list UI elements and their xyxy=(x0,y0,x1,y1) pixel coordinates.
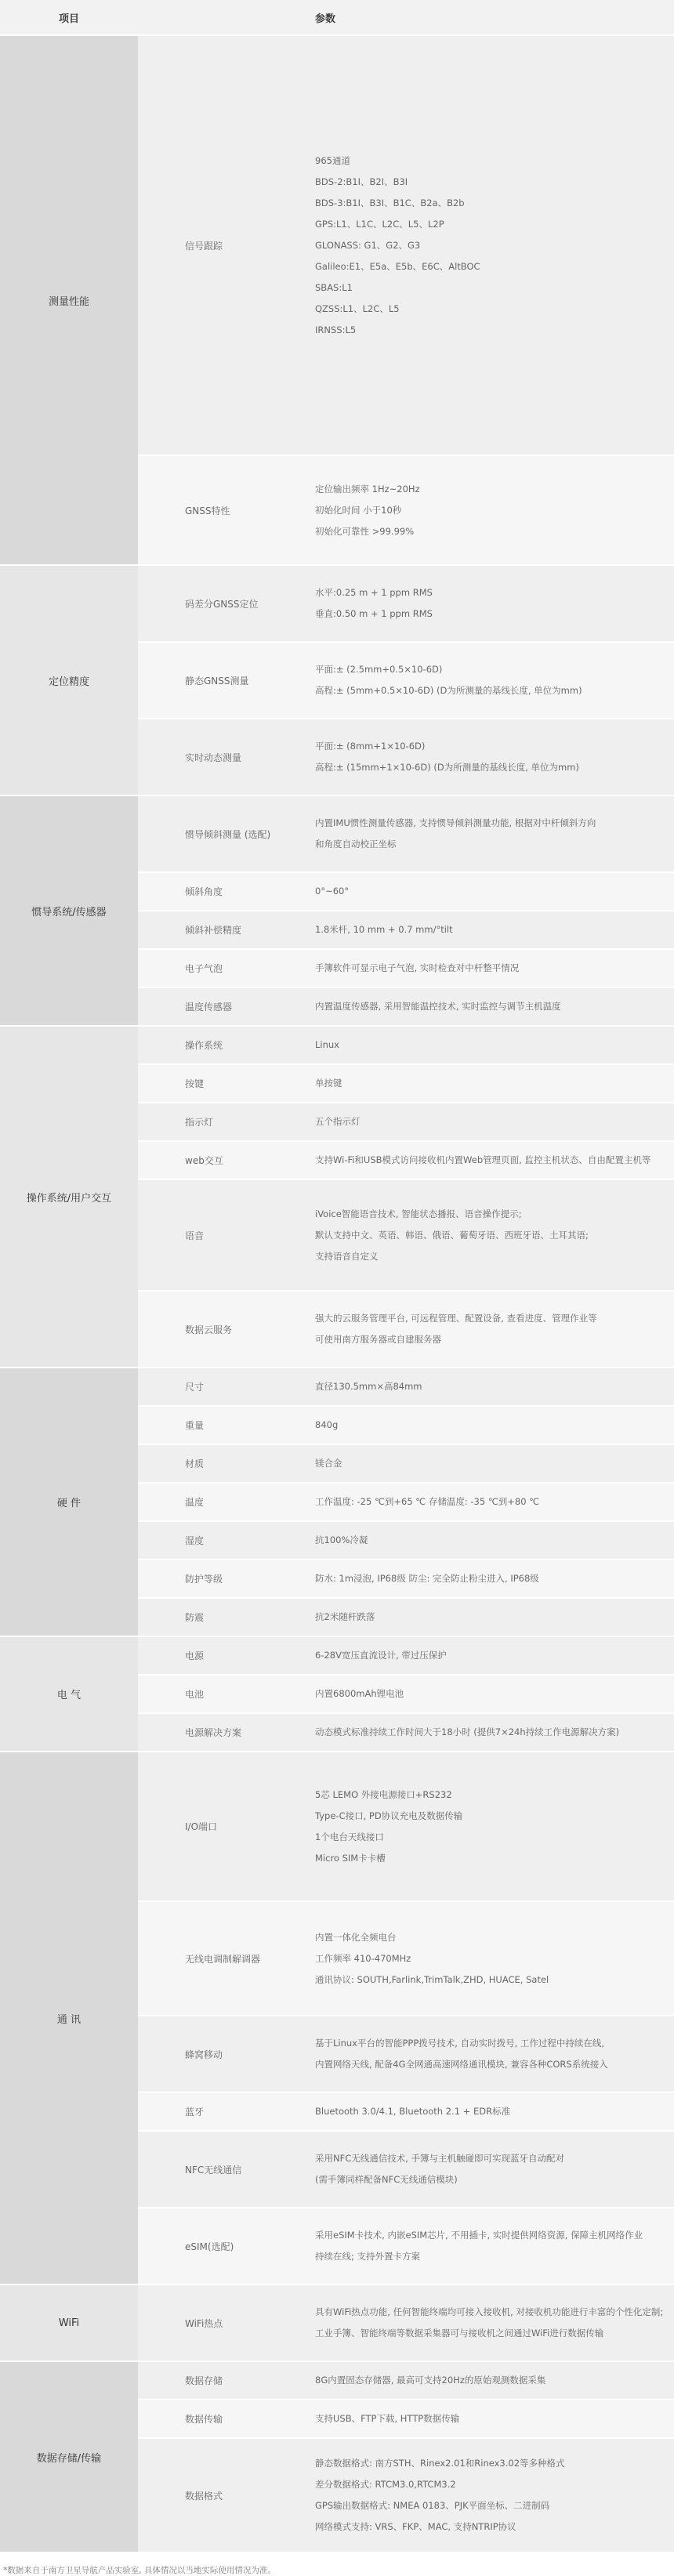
value-line: 网络模式支持: VRS、FKP、MAC, 支持NTRIP协议 xyxy=(315,2521,516,2532)
value-line: 内置IMU惯性测量传感器, 支持惯导倾斜测量功能, 根据对中杆倾斜方向 xyxy=(315,817,596,828)
value-line: 初始化可靠性 >99.99% xyxy=(315,525,415,537)
item-cell: 惯导倾斜测量 (选配) xyxy=(138,795,315,872)
item-cell: 防震 xyxy=(138,1598,315,1636)
value-line: 1.8米杆, 10 mm + 0.7 mm/°tilt xyxy=(315,924,453,935)
value-line: 默认支持中文、英语、韩语、俄语、葡萄牙语、西班牙语、土耳其语; xyxy=(315,1229,589,1241)
value-line: 水平:0.25 m + 1 ppm RMS xyxy=(315,587,433,598)
value-line: 基于Linux平台的智能PPP拨号技术, 自动实时拨号, 工作过程中持续在线, xyxy=(315,2038,605,2049)
item-cell: 数据传输 xyxy=(138,2400,315,2438)
value-line: 动态模式标准持续工作时间大于18小时 (提供7×24h持续工作电源解决方案) xyxy=(315,1726,620,1737)
value-cell xyxy=(315,1291,674,1368)
value-line: 强大的云服务管理平台, 可远程管理、配置设备, 查看进度、管理作业等 xyxy=(315,1313,597,1324)
value-cell xyxy=(315,2131,674,2208)
value-cell xyxy=(315,2438,674,2552)
value-cell xyxy=(315,2361,674,2400)
value-line: 内置6800mAh锂电池 xyxy=(315,1688,404,1699)
item-cell: 电源解决方案 xyxy=(138,1713,315,1752)
value-cell xyxy=(315,1521,674,1560)
value-cell xyxy=(315,911,674,949)
item-cell: 湿度 xyxy=(138,1521,315,1560)
value-line: 支持语音自定义 xyxy=(315,1250,379,1262)
item-cell: 语音 xyxy=(138,1179,315,1291)
value-cell xyxy=(315,1368,674,1406)
value-line: 8G内置固态存储器, 最高可支持20Hz的原始观测数据采集 xyxy=(315,2375,546,2386)
item-cell: 电源 xyxy=(138,1636,315,1675)
value-cell xyxy=(315,2016,674,2092)
value-line: Galileo:E1、E5a、E5b、E6C、AltBOC xyxy=(315,260,480,272)
table-row xyxy=(0,1636,674,1675)
value-line: 抗2米随杆跌落 xyxy=(315,1611,375,1622)
value-line: 内置网络天线, 配备4G全网通高速网络通讯模块, 兼容各种CORS系统接入 xyxy=(315,2059,608,2070)
item-cell: 倾斜角度 xyxy=(138,872,315,911)
spec-body xyxy=(0,35,674,2552)
item-cell: 防护等级 xyxy=(138,1560,315,1598)
item-cell: 蓝牙 xyxy=(138,2092,315,2131)
value-cell xyxy=(315,1560,674,1598)
value-line: BDS-3:B1I、B3I、B1C、B2a、B2b xyxy=(315,197,465,208)
item-cell: I/O端口 xyxy=(138,1752,315,1901)
value-cell xyxy=(315,2400,674,2438)
value-line: Linux xyxy=(315,1039,339,1050)
value-line: Micro SIM卡卡槽 xyxy=(315,1852,386,1864)
value-cell xyxy=(315,2284,674,2361)
table-row xyxy=(0,2361,674,2400)
value-line: 高程:± (15mm+1×10-6D) (D为所测量的基线长度, 单位为mm) xyxy=(315,762,579,773)
value-cell xyxy=(315,1483,674,1521)
value-line: 和角度自动校正坐标 xyxy=(315,839,397,850)
value-line: 工作温度: -25 ℃到+65 ℃ 存储温度: -35 ℃到+80 ℃ xyxy=(315,1496,540,1507)
value-cell xyxy=(315,1675,674,1713)
value-cell xyxy=(315,565,674,642)
category-cell: 电 气 xyxy=(0,1636,138,1752)
value-cell xyxy=(315,1636,674,1675)
item-cell: GNSS特性 xyxy=(138,455,315,565)
value-cell xyxy=(315,1713,674,1752)
category-cell: 数据存储/传输 xyxy=(0,2361,138,2552)
item-cell: NFC无线通信 xyxy=(138,2131,315,2208)
item-cell: WiFi热点 xyxy=(138,2284,315,2361)
table-row xyxy=(0,2284,674,2361)
item-cell: web交互 xyxy=(138,1141,315,1179)
item-cell: 按键 xyxy=(138,1064,315,1103)
value-cell xyxy=(315,1103,674,1141)
value-line: 可使用南方服务器或自建服务器 xyxy=(315,1334,441,1345)
value-line: 通讯协议: SOUTH,Farlink,TrimTalk,ZHD, HUACE, Satel xyxy=(315,1973,549,1985)
value-line: 支持Wi-Fi和USB模式访问接收机内置Web管理页面, 监控主机状态、自由配置主机等 xyxy=(315,1154,651,1165)
value-cell xyxy=(315,795,674,872)
value-cell xyxy=(315,719,674,795)
value-line: IRNSS:L5 xyxy=(315,324,357,335)
value-line: 工作频率 410-470MHz xyxy=(315,1952,411,1964)
value-line: iVoice智能语音技术, 智能状态播报、语音操作提示; xyxy=(315,1208,522,1219)
value-cell xyxy=(315,2208,674,2284)
item-cell: 数据云服务 xyxy=(138,1291,315,1368)
table-row xyxy=(0,565,674,642)
value-line: 0°~60° xyxy=(315,886,350,897)
value-line: 高程:± (5mm+0.5×10-6D) (D为所测量的基线长度, 单位为mm) xyxy=(315,685,582,696)
value-line: 具有WiFi热点功能, 任何智能终端均可接入接收机, 对接收机功能进行丰富的个性化定制; xyxy=(315,2306,664,2317)
table-row xyxy=(0,795,674,872)
value-line: 840g xyxy=(315,1419,339,1430)
value-cell xyxy=(315,987,674,1026)
category-cell: 通 讯 xyxy=(0,1752,138,2284)
value-line: 持续在线; 支持外置卡方案 xyxy=(315,2251,421,2262)
category-cell: 硬 件 xyxy=(0,1368,138,1636)
category-cell: 惯导系统/传感器 xyxy=(0,795,138,1026)
table-row xyxy=(0,1752,674,1901)
value-line: 5芯 LEMO 外接电源接口+RS232 xyxy=(315,1788,452,1800)
item-cell: 温度传感器 xyxy=(138,987,315,1026)
value-line: 采用NFC无线通信技术, 手簿与主机触碰即可实现蓝牙自动配对 xyxy=(315,2153,565,2164)
value-cell xyxy=(315,1901,674,2016)
value-line: 镁合金 xyxy=(315,1458,342,1469)
value-line: 定位输出频率 1Hz~20Hz xyxy=(315,483,420,495)
value-line: 直径130.5mm×高84mm xyxy=(315,1381,422,1392)
value-line: 采用eSIM卡技术, 内嵌eSIM芯片, 不用插卡, 实时提供网络资源, 保障主机网络作业 xyxy=(315,2230,643,2241)
table-header-row xyxy=(0,0,674,35)
value-line: 平面:± (8mm+1×10-6D) xyxy=(315,741,426,752)
header-spacer xyxy=(138,0,315,35)
item-cell: 重量 xyxy=(138,1406,315,1444)
value-line: BDS-2:B1I、B2I、B3I xyxy=(315,176,408,187)
value-line: Type-C接口, PD协议充电及数据传输 xyxy=(315,1810,463,1821)
item-cell: 温度 xyxy=(138,1483,315,1521)
footnote: *数据来自于南方卫星导航产品实验室, 具体情况以当地实际使用情况为准。 xyxy=(3,2566,276,2575)
category-cell: 定位精度 xyxy=(0,565,138,795)
item-cell: 实时动态测量 xyxy=(138,719,315,795)
item-cell: 静态GNSS测量 xyxy=(138,642,315,719)
value-line: 抗100%冷凝 xyxy=(315,1534,368,1545)
value-line: 五个指示灯 xyxy=(315,1116,361,1127)
header-params: 参数 xyxy=(315,0,674,35)
value-line: 静态数据格式: 南方STH、Rinex2.01和Rinex3.02等多种格式 xyxy=(315,2458,565,2469)
value-cell xyxy=(315,642,674,719)
value-line: 差分数据格式: RTCM3.0,RTCM3.2 xyxy=(315,2479,456,2490)
value-line: 防水: 1m浸泡, IP68级 防尘: 完全防止粉尘进入, IP68级 xyxy=(315,1573,539,1584)
value-cell xyxy=(315,872,674,911)
category-cell: WiFi xyxy=(0,2284,138,2361)
value-line: (需手簿同样配备NFC无线通信模块) xyxy=(315,2174,458,2185)
item-cell: 尺寸 xyxy=(138,1368,315,1406)
item-cell: 电子气泡 xyxy=(138,949,315,987)
value-line: SBAS:L1 xyxy=(315,281,353,293)
value-cell xyxy=(315,35,674,455)
table-row xyxy=(0,35,674,455)
value-cell xyxy=(315,1598,674,1636)
value-line: 垂直:0.50 m + 1 ppm RMS xyxy=(315,608,433,619)
item-cell: 操作系统 xyxy=(138,1026,315,1064)
item-cell: 倾斜补偿精度 xyxy=(138,911,315,949)
item-cell: 指示灯 xyxy=(138,1103,315,1141)
value-line: 工业手簿、智能终端等数据采集器可与接收机之间通过WiFi进行数据传输 xyxy=(315,2328,604,2339)
table-row xyxy=(0,1026,674,1064)
value-cell xyxy=(315,1444,674,1483)
value-cell xyxy=(315,2092,674,2131)
value-cell xyxy=(315,1141,674,1179)
item-cell: eSIM(选配) xyxy=(138,2208,315,2284)
value-line: 单按键 xyxy=(315,1078,342,1089)
value-line: 初始化时间 小于10秒 xyxy=(315,504,402,516)
value-cell xyxy=(315,949,674,987)
value-line: 支持USB、FTP下载, HTTP数据传输 xyxy=(315,2413,460,2424)
item-cell: 码差分GNSS定位 xyxy=(138,565,315,642)
value-line: 内置温度传感器, 采用智能温控技术, 实时监控与调节主机温度 xyxy=(315,1001,561,1012)
value-cell xyxy=(315,455,674,565)
value-line: 1个电台天线接口 xyxy=(315,1831,384,1842)
category-cell: 测量性能 xyxy=(0,35,138,565)
item-cell: 信号跟踪 xyxy=(138,35,315,455)
value-line: 平面:± (2.5mm+0.5×10-6D) xyxy=(315,664,443,675)
item-cell: 蜂窝移动 xyxy=(138,2016,315,2092)
item-cell: 电池 xyxy=(138,1675,315,1713)
value-line: Bluetooth 3.0/4.1, Bluetooth 2.1 + EDR标准 xyxy=(315,2106,511,2117)
item-cell: 数据存储 xyxy=(138,2361,315,2400)
value-cell xyxy=(315,1179,674,1291)
value-line: QZSS:L1、L2C、L5 xyxy=(315,303,400,314)
value-cell xyxy=(315,1064,674,1103)
value-line: GPS输出数据格式: NMEA 0183、PJK平面坐标、二进制码 xyxy=(315,2500,550,2511)
table-row xyxy=(0,1368,674,1406)
value-cell xyxy=(315,1406,674,1444)
header-item: 项目 xyxy=(0,0,138,35)
item-cell: 无线电调制解调器 xyxy=(138,1901,315,2016)
value-line: 内置一体化全频电台 xyxy=(315,1931,397,1943)
value-line: GPS:L1、L1C、L2C、L5、L2P xyxy=(315,218,444,230)
value-line: 6-28V宽压直流设计, 带过压保护 xyxy=(315,1650,447,1661)
value-line: GLONASS: G1、G2、G3 xyxy=(315,239,421,251)
value-line: 965通道 xyxy=(315,154,350,166)
value-cell xyxy=(315,1026,674,1064)
value-line: 手簿软件可显示电子气泡, 实时检查对中杆整平情况 xyxy=(315,962,520,973)
category-cell: 操作系统/用户交互 xyxy=(0,1026,138,1368)
item-cell: 数据格式 xyxy=(138,2438,315,2552)
value-cell xyxy=(315,1752,674,1901)
item-cell: 材质 xyxy=(138,1444,315,1483)
